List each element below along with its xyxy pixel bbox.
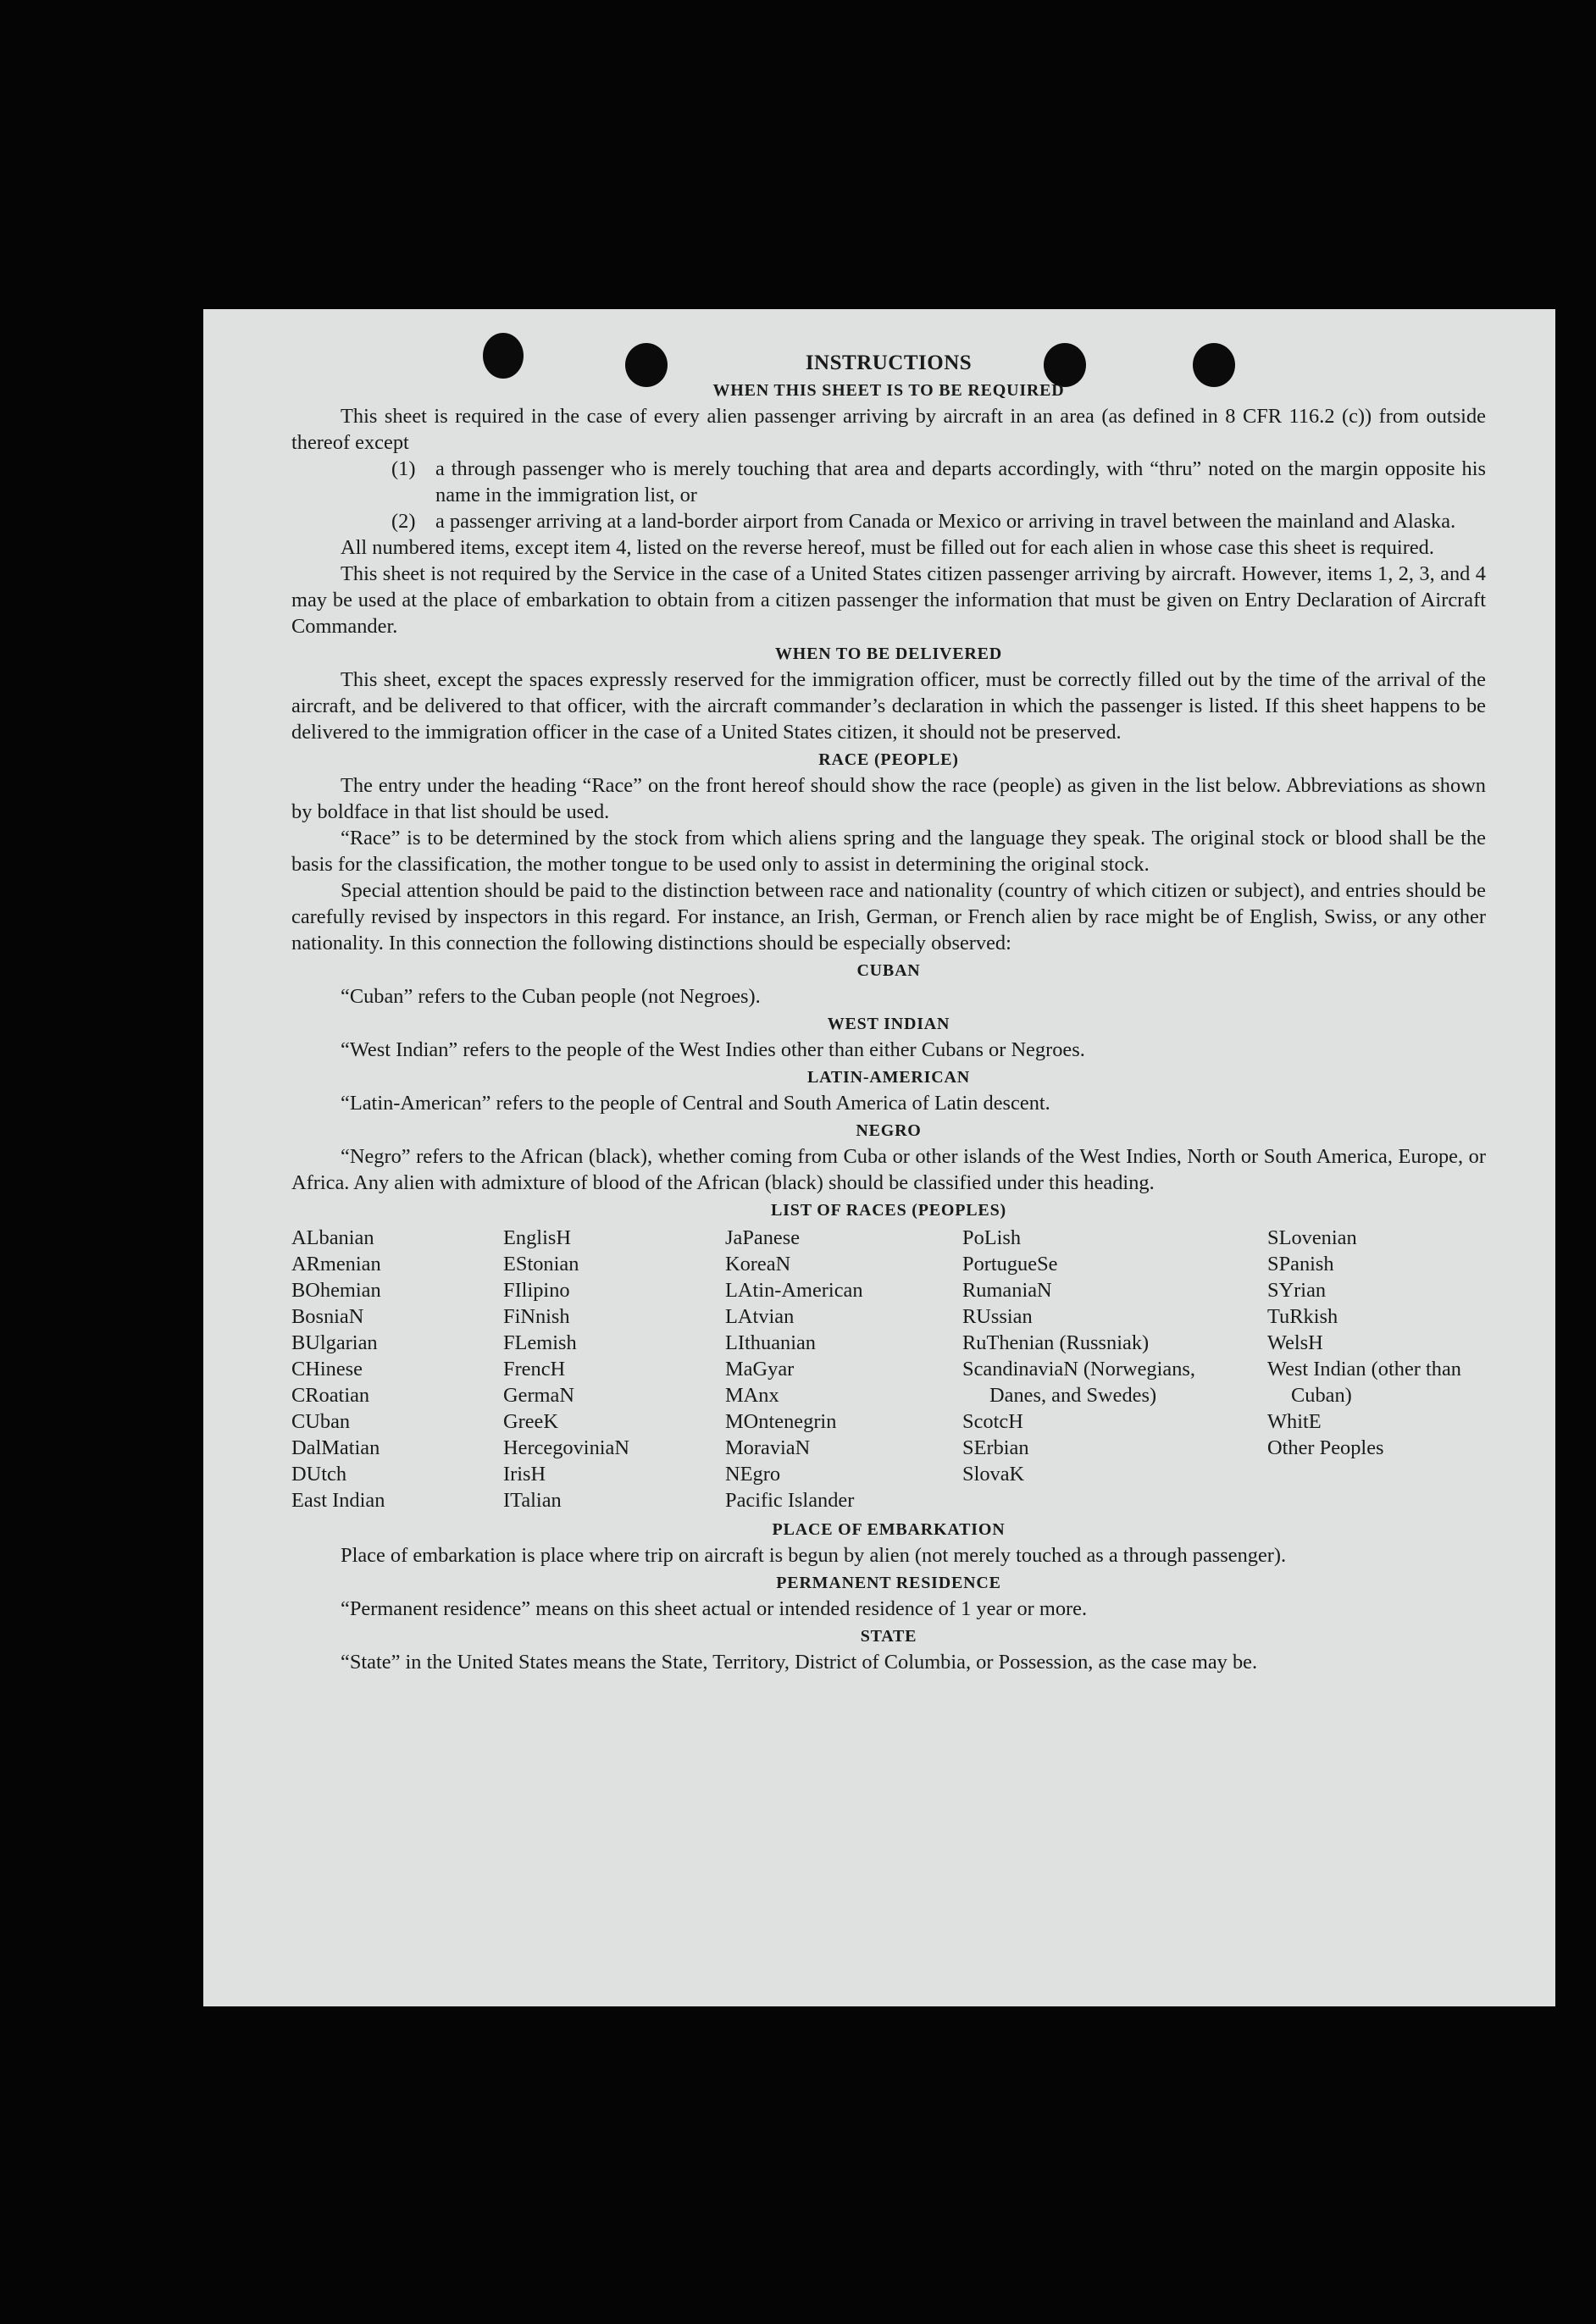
heading-permanent-residence: PERMANENT RESIDENCE xyxy=(776,1574,1001,1592)
race-entry: FrencH xyxy=(503,1358,566,1381)
instructions-content xyxy=(291,350,1486,1675)
paragraph: “West Indian” refers to the people of the West Indies other than either Cubans or Negroes. xyxy=(341,1038,1085,1061)
paragraph: “Race” is to be determined by the stock from which aliens spring and the language they speak. The original stock or blood shall be the basis for the classification, the mother tongue to be used only to assist in determining the original stock. xyxy=(291,827,1486,876)
race-entry: WelsH xyxy=(1267,1331,1323,1354)
races-table xyxy=(291,1225,1486,1513)
race-entry: MAnx xyxy=(725,1384,779,1407)
race-entry: LAtvian xyxy=(725,1305,795,1328)
race-entry: TuRkish xyxy=(1267,1305,1338,1328)
item-number: (1) xyxy=(391,457,416,480)
paragraph: Special attention should be paid to the distinction between race and nationality (country of which citizen or subject), and entries should be carefully revised by inspectors in this regard. For instance, an Irish, German, or French alien by race might be of English, Swiss, or any other nationality. In this connection the following distinctions should be especially observed: xyxy=(291,879,1486,955)
race-entry: LIthuanian xyxy=(725,1331,817,1354)
paragraph: “Permanent residence” means on this sheet actual or intended residence of 1 year or more. xyxy=(341,1597,1088,1620)
paragraph: “Negro” refers to the African (black), whether coming from Cuba or other islands of the West Indies, North or South America, Europe, or Africa. Any alien with admixture of blood of the African (black) should be classified under this heading. xyxy=(291,1145,1486,1194)
heading-embarkation: PLACE OF EMBARKATION xyxy=(772,1520,1006,1539)
race-entry: BosniaN xyxy=(291,1305,364,1328)
race-entry: SYrian xyxy=(1267,1279,1327,1302)
race-entry: ScotcH xyxy=(962,1410,1023,1433)
race-entry: SPanish xyxy=(1267,1253,1334,1275)
race-entry: PortugueSe xyxy=(962,1253,1058,1275)
races-column xyxy=(725,1225,962,1513)
paragraph: This sheet is required in the case of every alien passenger arriving by aircraft in an area (as defined in 8 CFR 116.2 (c)) from outside thereof except xyxy=(291,405,1486,454)
race-entry: EStonian xyxy=(503,1253,579,1275)
race-entry: Other Peoples xyxy=(1267,1436,1384,1459)
race-entry: FLemish xyxy=(503,1331,577,1354)
paragraph: This sheet, except the spaces expressly reserved for the immigration officer, must be correctly filled out by the time of the arrival of the aircraft, and be delivered to that officer, with the aircraft commander’s declaration in which the passenger is listed. If this sheet happens to be delivered to the immigration officer in the case of a United States citizen, it should not be preserved. xyxy=(291,668,1486,744)
race-entry: ITalian xyxy=(503,1489,562,1512)
race-entry: GreeK xyxy=(503,1410,559,1433)
race-entry: RUssian xyxy=(962,1305,1033,1328)
paragraph: This sheet is not required by the Service in the case of a United States citizen passenger arriving by aircraft. However, items 1, 2, 3, and 4 may be used at the place of embarkation to obtain from a citizen passenger the information that must be given on Entry Declaration of Aircraft Commander. xyxy=(291,562,1486,638)
race-entry: EnglisH xyxy=(503,1226,571,1249)
paragraph: “Cuban” refers to the Cuban people (not Negroes). xyxy=(341,985,761,1008)
heading-state: STATE xyxy=(860,1627,917,1646)
heading-when-required: WHEN THIS SHEET IS TO BE REQUIRED xyxy=(712,381,1065,400)
list-item xyxy=(391,508,1486,534)
heading-race: RACE (PEOPLE) xyxy=(818,750,959,769)
race-entry: GermaN xyxy=(503,1384,574,1407)
race-entry: East Indian xyxy=(291,1489,385,1512)
item-text: a through passenger who is merely touching that area and departs accordingly, with “thru” noted on the margin opposite his name in the immigration list, or xyxy=(435,457,1486,506)
races-column xyxy=(962,1225,1267,1513)
paragraph: “State” in the United States means the State, Territory, District of Columbia, or Possession, as the case may be. xyxy=(341,1651,1258,1674)
race-entry: KoreaN xyxy=(725,1253,791,1275)
race-entry: PoLish xyxy=(962,1226,1022,1249)
heading-list-of-races: LIST OF RACES (PEOPLES) xyxy=(771,1201,1006,1220)
race-entry: IrisH xyxy=(503,1463,546,1486)
race-entry: NEgro xyxy=(725,1463,781,1486)
paragraph: All numbered items, except item 4, listed on the reverse hereof, must be filled out for each alien in whose case this sheet is required. xyxy=(341,536,1434,559)
item-text: a passenger arriving at a land-border airport from Canada or Mexico or arriving in travel between the mainland and Alaska. xyxy=(435,510,1456,533)
race-entry: DUtch xyxy=(291,1463,347,1486)
race-entry: RumaniaN xyxy=(962,1279,1052,1302)
races-column xyxy=(1267,1225,1486,1513)
race-entry: West Indian (other than Cuban) xyxy=(1267,1358,1461,1407)
paragraph: The entry under the heading “Race” on the front hereof should show the race (people) as given in the list below. Abbreviations as shown by boldface in that list should be used. xyxy=(291,774,1486,823)
race-entry: ARmenian xyxy=(291,1253,381,1275)
item-number: (2) xyxy=(391,510,416,533)
heading-west-indian: WEST INDIAN xyxy=(827,1015,950,1033)
race-entry: CHinese xyxy=(291,1358,363,1381)
race-entry: MoraviaN xyxy=(725,1436,811,1459)
race-entry: WhitE xyxy=(1267,1410,1322,1433)
heading-negro: NEGRO xyxy=(856,1121,922,1140)
race-entry: DalMatian xyxy=(291,1436,380,1459)
race-entry: HercegoviniaN xyxy=(503,1436,629,1459)
race-entry: ScandinaviaN (Norwegians, Danes, and Swedes) xyxy=(962,1358,1195,1407)
paragraph: Place of embarkation is place where trip on aircraft is begun by alien (not merely touched as a through passenger). xyxy=(341,1544,1287,1567)
list-item xyxy=(391,456,1486,508)
heading-when-delivered: WHEN TO BE DELIVERED xyxy=(774,645,1003,663)
race-entry: BUlgarian xyxy=(291,1331,378,1354)
race-entry: LAtin-American xyxy=(725,1279,863,1302)
heading-latin-american: LATIN-AMERICAN xyxy=(807,1068,970,1087)
race-entry: SlovaK xyxy=(962,1463,1025,1486)
race-entry: FIlipino xyxy=(503,1279,570,1302)
races-column xyxy=(291,1225,503,1513)
paragraph: “Latin-American” refers to the people of Central and South America of Latin descent. xyxy=(341,1092,1050,1115)
race-entry: FiNnish xyxy=(503,1305,570,1328)
race-entry: Pacific Islander xyxy=(725,1489,855,1512)
race-entry: SLovenian xyxy=(1267,1226,1357,1249)
race-entry: MOntenegrin xyxy=(725,1410,837,1433)
instruction-sheet xyxy=(203,309,1555,2006)
page-title: INSTRUCTIONS xyxy=(805,351,973,374)
heading-cuban: CUBAN xyxy=(856,961,921,980)
race-entry: SErbian xyxy=(962,1436,1029,1459)
race-entry: CRoatian xyxy=(291,1384,370,1407)
race-entry: JaPanese xyxy=(725,1226,801,1249)
race-entry: BOhemian xyxy=(291,1279,381,1302)
race-entry: ALbanian xyxy=(291,1226,374,1249)
races-column xyxy=(503,1225,725,1513)
race-entry: RuThenian (Russniak) xyxy=(962,1331,1150,1354)
race-entry: CUban xyxy=(291,1410,351,1433)
race-entry: MaGyar xyxy=(725,1358,795,1381)
